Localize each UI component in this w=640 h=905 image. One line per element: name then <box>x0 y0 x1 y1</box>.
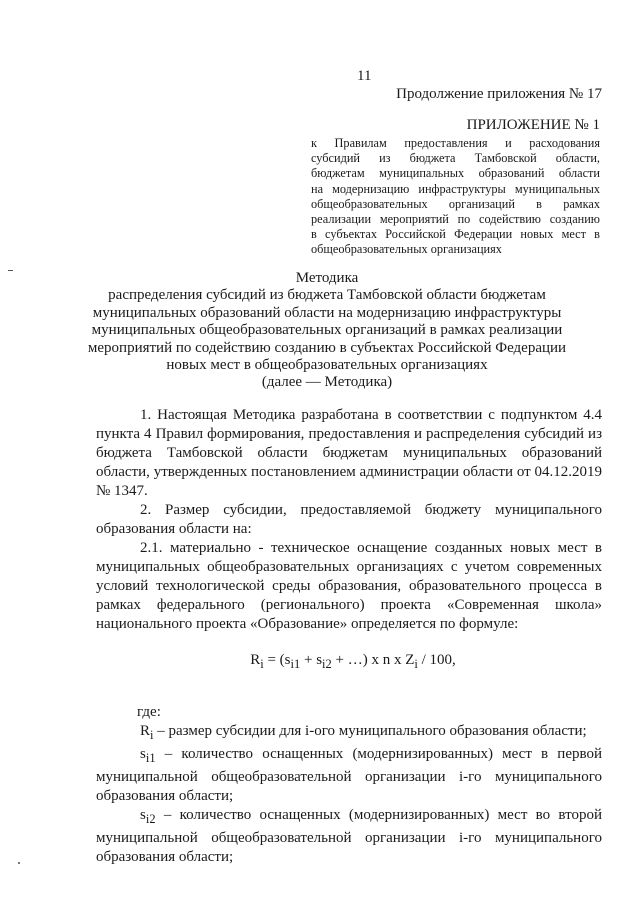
scan-mark <box>8 270 13 271</box>
basis-line: общеобразовательных организаций в рамках <box>311 196 600 211</box>
paragraph-2-1: 2.1. материально - техническое оснащение созданных новых мест в муниципальных общеобразовательных организациях с учетом современных условий технологической среды образования, образовательного процесса в рамках федерального (регионального) проекта «Современная школа» национального проекта «Образование» определяется по формуле: <box>96 540 602 632</box>
appendix-title: ПРИЛОЖЕНИЕ № 1 <box>466 117 600 133</box>
formula <box>96 651 602 674</box>
definition-s1-symbol: s <box>140 746 146 762</box>
paragraph-1: 1. Настоящая Методика разработана в соответствии с подпунктом 4.4 пункта 4 Правил формирования, предоставления и распределения субсидий из бюджета Тамбовской области бюджетам муниципальных образований области, утвержденных постановлением администрации области от 04.12.2019 № 1347. <box>96 407 602 499</box>
page-number: 11 <box>357 68 372 84</box>
scan-dot <box>18 862 20 864</box>
definition-s1-text: – количество оснащенных (модернизированных) мест в первой муниципальной общеобразовательной организации i-го муниципального образования области; <box>96 746 602 804</box>
basis-line: на модернизацию инфраструктуры муниципальных <box>311 181 600 196</box>
formula-z-sub: i <box>414 657 418 671</box>
basis-line: в субъектах Российской Федерации новых мест в <box>311 227 600 242</box>
definition-s1 <box>96 745 602 806</box>
document-body <box>96 406 602 867</box>
definition-r-symbol: R <box>140 723 151 739</box>
basis-line: субсидий из бюджета Тамбовской области, <box>311 151 600 166</box>
paragraph-2: 2. Размер субсидии, предоставляемой бюджету муниципального образования области на: <box>96 502 602 537</box>
formula-tail: / 100, <box>417 652 456 668</box>
formula-s2-sub: i2 <box>322 657 332 671</box>
appendix-basis <box>311 136 600 258</box>
definition-s2-symbol: s <box>140 807 146 823</box>
where-label: где: <box>137 704 161 720</box>
title-line: мероприятий по содействию созданию в субъектах Российской Федерации <box>87 339 567 356</box>
definition-r-sub: i <box>150 728 154 742</box>
basis-line: к Правилам предоставления и расходования <box>311 136 600 150</box>
formula-s1-sub: i1 <box>290 657 301 671</box>
formula-rest: + …) x n x Z <box>331 652 415 668</box>
formula-r: R <box>250 652 261 668</box>
document-title <box>68 270 586 392</box>
basis-line: реализации мероприятий по содействию созданию <box>311 212 600 227</box>
title-line: новых мест в общеобразовательных организациях <box>166 357 488 374</box>
definition-r-text: – размер субсидии для i-ого муниципального образования области; <box>153 723 587 739</box>
definition-s2-text: – количество оснащенных (модернизированных) мест во второй муниципальной общеобразовательной организации i-го муниципального образования области; <box>96 807 602 865</box>
title-heading: Методика <box>295 270 359 286</box>
basis-line: бюджетам муниципальных образований области <box>311 166 600 181</box>
formula-plus: + s <box>300 652 323 668</box>
definition-s2-sub: i2 <box>145 812 156 826</box>
title-line: (далее — Методика) <box>261 374 393 391</box>
definition-s1-sub: i1 <box>145 751 156 765</box>
continuation-note: Продолжение приложения № 17 <box>396 86 602 102</box>
title-line: распределения субсидий из бюджета Тамбовской области бюджетам <box>108 287 546 304</box>
basis-line: общеобразовательных организациях <box>311 242 502 257</box>
title-line: муниципальных общеобразовательных организаций в рамках реализации <box>91 322 563 339</box>
formula-eq: = (s <box>263 652 291 668</box>
title-line: муниципальных образований области на модернизацию инфраструктуры <box>92 304 562 321</box>
definition-r <box>96 722 602 745</box>
formula-r-sub: i <box>260 657 264 671</box>
definition-s2 <box>96 806 602 867</box>
